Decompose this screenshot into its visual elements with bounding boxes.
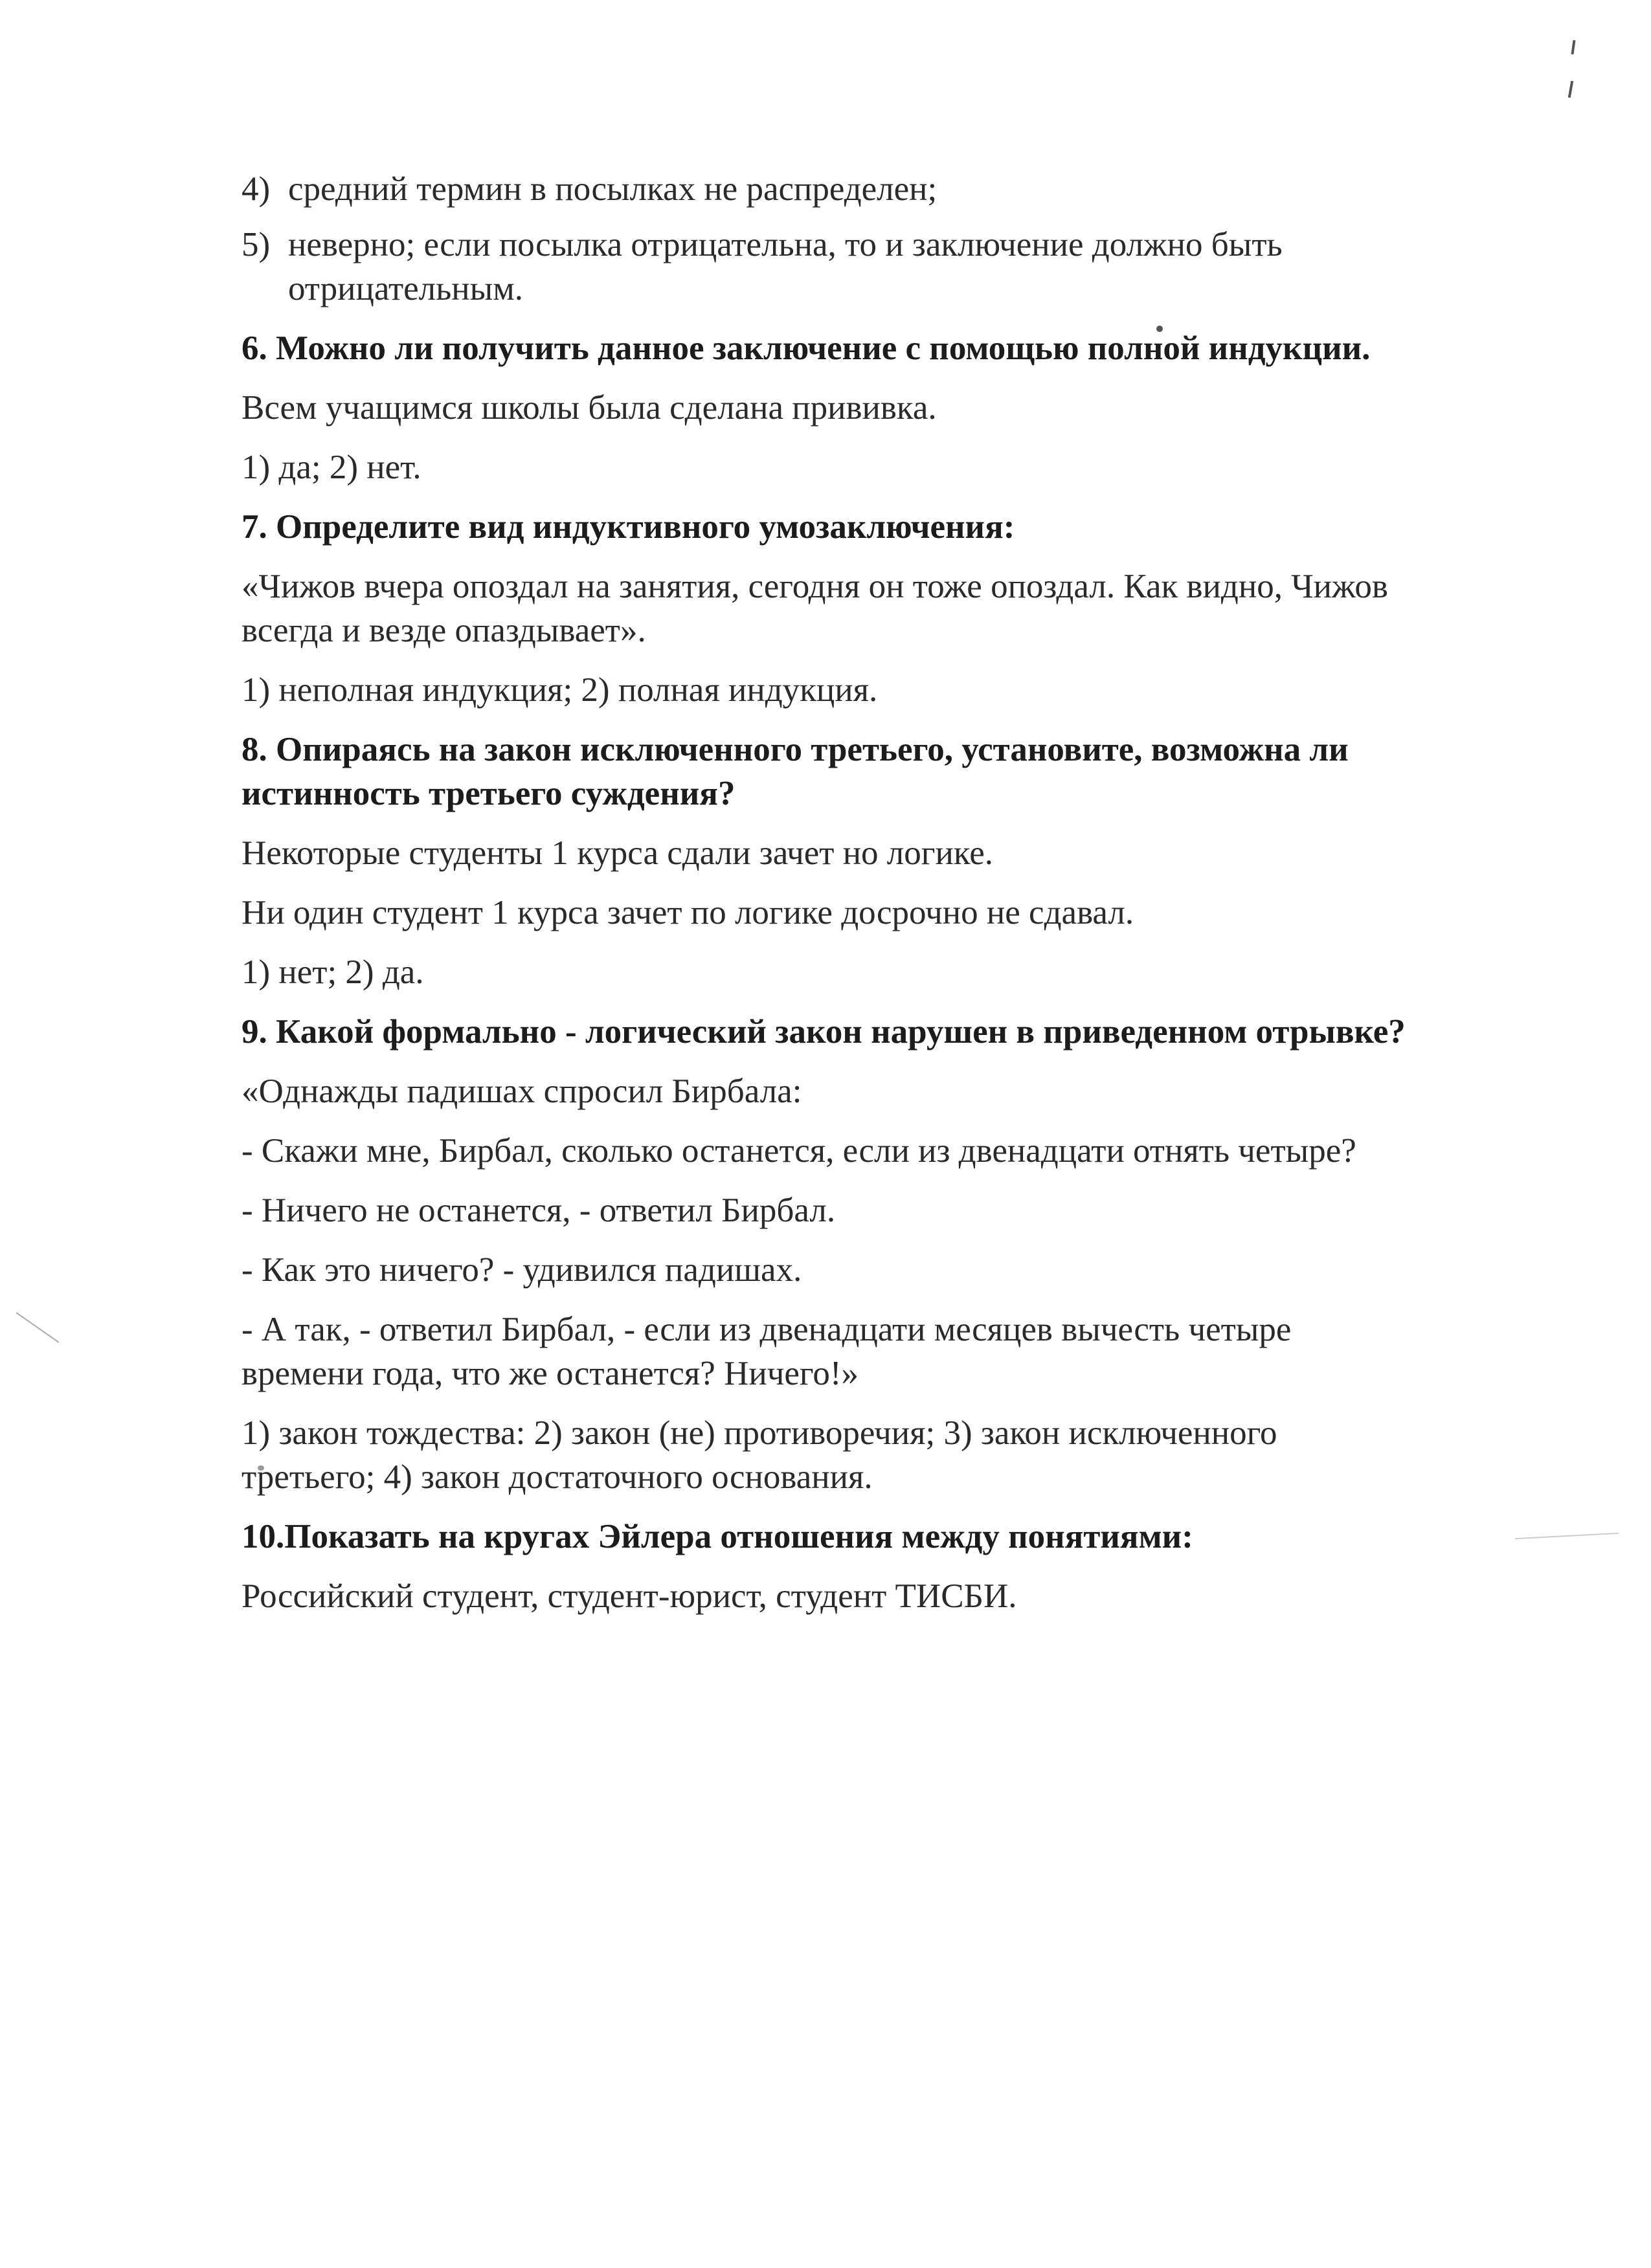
scan-mark	[1515, 1533, 1619, 1539]
scan-mark	[1571, 40, 1575, 54]
answer-option	[241, 223, 1413, 311]
option-number: 4)	[241, 170, 271, 208]
question-heading-6: 6. Можно ли получить данное заключение с помощью полной индукции.	[241, 329, 1371, 367]
question-text: Российский студент, студент-юрист, студент ТИСБИ.	[241, 1577, 1017, 1615]
quote-line: - Скажи мне, Бирбал, сколько останется, если из двенадцати отнять четыре?	[241, 1132, 1356, 1170]
question-text: Ни один студент 1 курса зачет по логике досрочно не сдавал.	[241, 894, 1134, 931]
option-number: 5)	[241, 226, 271, 263]
quote-line: - Ничего не останется, - ответил Бирбал.	[241, 1192, 836, 1229]
answer-options: 1) да; 2) нет.	[241, 449, 421, 486]
answer-option	[241, 167, 1413, 211]
scan-mark	[16, 1312, 60, 1343]
option-text: средний термин в посылках не распределен;	[288, 170, 938, 208]
option-text: неверно; если посылка отрицательна, то и заключение должно быть отрицательным.	[288, 226, 1283, 307]
quote-line: «Однажды падишах спросил Бирбала:	[241, 1073, 802, 1110]
question-heading-7: 7. Определите вид индуктивного умозаключения:	[241, 508, 1015, 546]
question-text: «Чижов вчера опоздал на занятия, сегодня он тоже опоздал. Как видно, Чижов всегда и везде опаздывает».	[241, 568, 1388, 649]
question-text: Всем учащимся школы была сделана прививка.	[241, 389, 937, 427]
document-body	[241, 167, 1413, 1634]
answer-options: 1) нет; 2) да.	[241, 953, 424, 991]
question-heading-9: 9. Какой формально - логический закон нарушен в приведенном отрывке?	[241, 1013, 1406, 1051]
question-heading-10: 10.Показать на кругах Эйлера отношения между понятиями:	[241, 1518, 1193, 1555]
question-heading-8: 8. Опираясь на закон исключенного третьего, установите, возможна ли истинность третьего суждения?	[241, 731, 1349, 812]
question-text: Некоторые студенты 1 курса сдали зачет но логике.	[241, 834, 994, 872]
answer-options: 1) неполная индукция; 2) полная индукция.	[241, 671, 878, 709]
quote-line: - А так, - ответил Бирбал, - если из двенадцати месяцев вычесть четыре времени года, что же останется? Ничего!»	[241, 1311, 1292, 1392]
scan-mark	[1568, 81, 1573, 98]
answer-options: 1) закон тождества: 2) закон (не) противоречия; 3) закон исключенного третьего; 4) закон достаточного основания.	[241, 1414, 1277, 1496]
quote-line: - Как это ничего? - удивился падишах.	[241, 1251, 802, 1289]
